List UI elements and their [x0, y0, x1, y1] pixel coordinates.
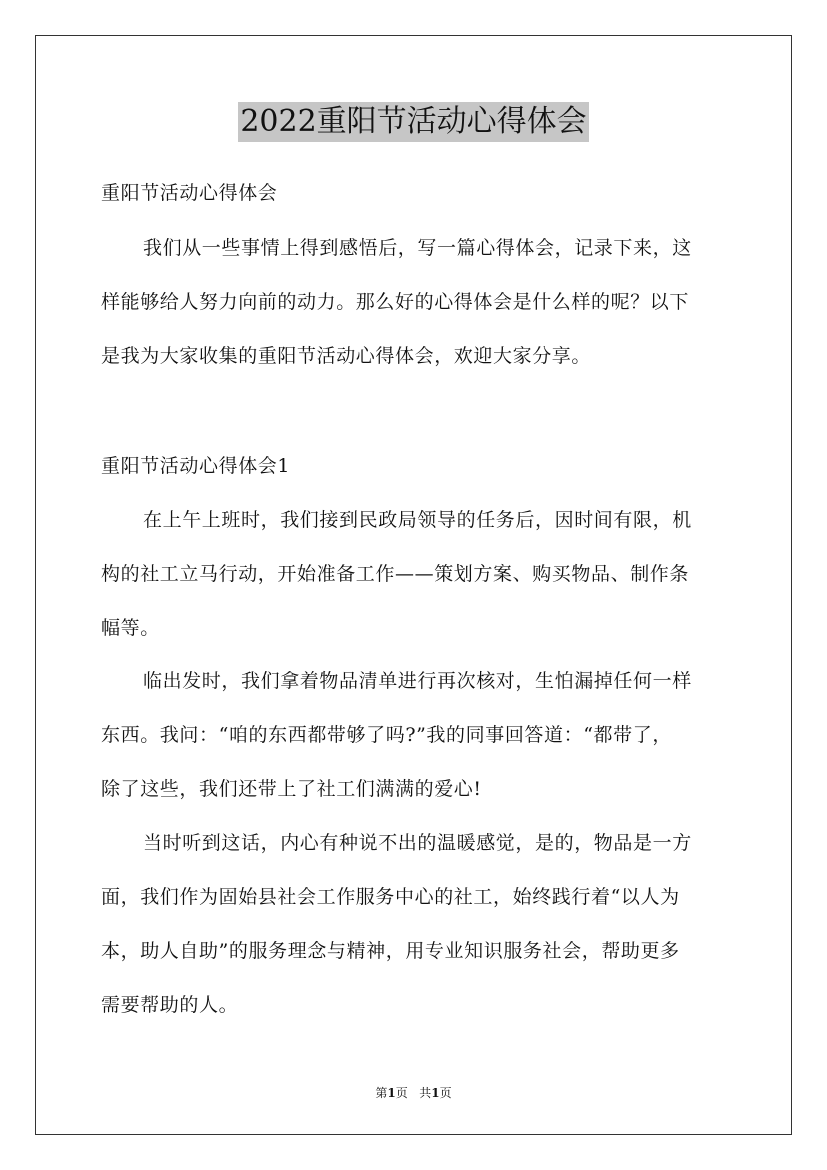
paragraph1-line-3: 幅等。 — [101, 617, 160, 639]
section-heading: 重阳节活动心得体会1 — [101, 455, 291, 477]
paragraph1-line-2: 构的社工立马行动，开始准备工作——策划方案、购买物品、制作条 — [101, 563, 690, 585]
footer-total-pages: 1 — [431, 1086, 440, 1100]
title-container — [0, 102, 827, 142]
subtitle: 重阳节活动心得体会 — [101, 182, 278, 204]
document-title: 2022重阳节活动心得体会 — [238, 102, 588, 142]
footer-prefix: 第 — [375, 1086, 388, 1100]
paragraph2-line-3: 除了这些，我们还带上了社工们满满的爱心! — [101, 778, 482, 800]
paragraph3-line-2: 面，我们作为固始县社会工作服务中心的社工，始终践行着“以人为 — [101, 886, 680, 908]
paragraph2-line-2: 东西。我问：“咱的东西都带够了吗?”我的同事回答道：“都带了， — [101, 724, 672, 746]
paragraph2-line-1: 临出发时，我们拿着物品清单进行再次核对，生怕漏掉任何一样 — [143, 670, 692, 692]
page-footer — [0, 1085, 827, 1101]
paragraph3-line-4: 需要帮助的人。 — [101, 994, 239, 1016]
paragraph3-line-3: 本，助人自助”的服务理念与精神，用专业知识服务社会，帮助更多 — [101, 940, 680, 962]
intro-line-3: 是我为大家收集的重阳节活动心得体会，欢迎大家分享。 — [101, 345, 592, 367]
footer-middle: 页 共 — [395, 1086, 432, 1100]
footer-page-number: 1 — [387, 1086, 396, 1100]
paragraph1-line-1: 在上午上班时，我们接到民政局领导的任务后，因时间有限，机 — [143, 509, 692, 531]
paragraph3-line-1: 当时听到这话，内心有种说不出的温暖感觉，是的，物品是一方 — [143, 832, 692, 854]
intro-line-2: 样能够给人努力向前的动力。那么好的心得体会是什么样的呢？以下 — [101, 291, 690, 313]
footer-suffix: 页 — [439, 1086, 452, 1100]
intro-line-1: 我们从一些事情上得到感悟后，写一篇心得体会，记录下来，这 — [143, 237, 692, 259]
